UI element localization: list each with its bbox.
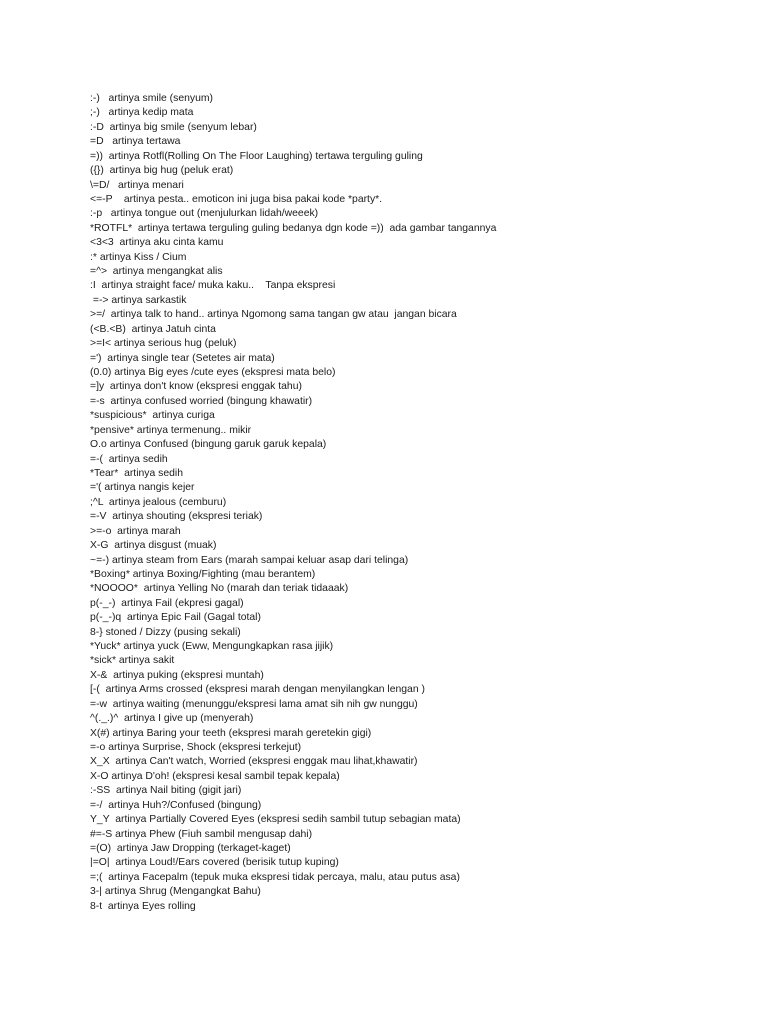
emoticon-line: ='( artinya nangis kejer [90, 482, 195, 494]
emoticon-line: X-G artinya disgust (muak) [90, 540, 217, 552]
emoticon-line: =-o artinya Surprise, Shock (ekspresi terkejut) [90, 741, 302, 753]
emoticon-line: *ROTFL* artinya tertawa terguling guling bedanya dgn kode =)) ada gambar tangannya [90, 222, 497, 234]
emoticon-line: ({}) artinya big hug (peluk erat) [90, 165, 234, 177]
emoticon-line: =^> artinya mengangkat alis [90, 266, 223, 278]
emoticon-line: Y_Y artinya Partially Covered Eyes (ekspresi sedih sambil tutup sebagian mata) [90, 814, 461, 826]
emoticon-line: >=/ artinya talk to hand.. artinya Ngomong sama tangan gw atau jangan bicara [90, 309, 457, 321]
emoticon-line: [-( artinya Arms crossed (ekspresi marah dengan menyilangkan lengan ) [90, 684, 425, 696]
emoticon-line: :-SS artinya Nail biting (gigit jari) [90, 785, 242, 797]
emoticon-line: =-s artinya confused worried (bingung khawatir) [90, 395, 313, 407]
emoticon-line: \=D/ artinya menari [90, 179, 184, 191]
emoticon-line: ~=-) artinya steam from Ears (marah sampai keluar asap dari telinga) [90, 554, 409, 566]
emoticon-line: :-) artinya smile (senyum) [90, 93, 213, 104]
emoticon-line: *sick* artinya sakit [90, 655, 175, 667]
emoticon-line: *Tear* artinya sedih [90, 467, 183, 479]
emoticon-line: =D artinya tertawa [90, 136, 181, 148]
emoticon-line: *pensive* artinya termenung.. mikir [90, 424, 252, 436]
emoticon-line: X-& artinya puking (ekspresi muntah) [90, 669, 264, 681]
emoticon-line: =-/ artinya Huh?/Confused (bingung) [90, 799, 262, 811]
emoticon-line: =-w artinya waiting (menunggu/ekspresi lama amat sih nih gw nunggu) [90, 698, 418, 710]
emoticon-line: =]y artinya don't know (ekspresi enggak tahu) [90, 381, 302, 393]
emoticon-line: =-( artinya sedih [90, 453, 168, 465]
emoticon-line: =(O) artinya Jaw Dropping (terkaget-kaget) [90, 842, 291, 854]
emoticon-line: *NOOOO* artinya Yelling No (marah dan teriak tidaaak) [90, 583, 349, 595]
emoticon-line: X(#) artinya Baring your teeth (ekspresi marah geretekin gigi) [90, 727, 372, 739]
emoticon-line: =-V artinya shouting (ekspresi teriak) [90, 511, 263, 523]
emoticon-line: :-p artinya tongue out (menjulurkan lidah/weeek) [90, 208, 319, 220]
emoticon-line: ;-) artinya kedip mata [90, 107, 194, 119]
emoticon-line: <=-P artinya pesta.. emoticon ini juga bisa pakai kode *party*. [90, 193, 383, 205]
emoticon-line: *suspicious* artinya curiga [90, 410, 215, 422]
emoticon-line: =') artinya single tear (Setetes air mata) [90, 352, 275, 364]
emoticon-line: 8-t artinya Eyes rolling [90, 900, 196, 912]
emoticon-line: ^(._.)^ artinya I give up (menyerah) [90, 713, 254, 725]
emoticon-line: =-> artinya sarkastik [90, 294, 187, 306]
emoticon-line: p(-_-) artinya Fail (ekpresi gagal) [90, 597, 244, 609]
emoticon-line: p(-_-)q artinya Epic Fail (Gagal total) [90, 612, 261, 624]
emoticon-line: >=I< artinya serious hug (peluk) [90, 338, 237, 350]
emoticon-line: *Boxing* artinya Boxing/Fighting (mau berantem) [90, 568, 316, 580]
emoticon-list [90, 92, 750, 914]
emoticon-line: ;^L artinya jealous (cemburu) [90, 496, 227, 508]
emoticon-line: 3-| artinya Shrug (Mengangkat Bahu) [90, 886, 261, 898]
emoticon-line: |=O| artinya Loud!/Ears covered (berisik tutup kuping) [90, 857, 339, 869]
emoticon-line: *Yuck* artinya yuck (Eww, Mengungkapkan rasa jijik) [90, 641, 334, 653]
emoticon-line: 8-} stoned / Dizzy (pusing sekali) [90, 626, 241, 638]
emoticon-line: (0.0) artinya Big eyes /cute eyes (ekspresi mata belo) [90, 367, 336, 379]
emoticon-line: =)) artinya Rotfl(Rolling On The Floor Laughing) tertawa terguling guling [90, 150, 423, 162]
emoticon-line: =;( artinya Facepalm (tepuk muka ekspresi tidak percaya, malu, atau putus asa) [90, 871, 460, 883]
emoticon-line: X-O artinya D'oh! (ekspresi kesal sambil tepak kepala) [90, 770, 340, 782]
emoticon-line: <3<3 artinya aku cinta kamu [90, 237, 224, 249]
emoticon-line: :* artinya Kiss / Cium [90, 251, 187, 263]
emoticon-line: O.o artinya Confused (bingung garuk garuk kepala) [90, 439, 327, 451]
emoticon-line: >=-o artinya marah [90, 525, 181, 537]
emoticon-line: X_X artinya Can't watch, Worried (ekspresi enggak mau lihat,khawatir) [90, 756, 418, 768]
emoticon-line: #=-S artinya Phew (Fiuh sambil mengusap dahi) [90, 828, 313, 840]
emoticon-line: :-D artinya big smile (senyum lebar) [90, 121, 257, 133]
emoticon-line: (<B.<B) artinya Jatuh cinta [90, 323, 216, 335]
emoticon-line: :I artinya straight face/ muka kaku.. Tanpa ekspresi [90, 280, 336, 292]
